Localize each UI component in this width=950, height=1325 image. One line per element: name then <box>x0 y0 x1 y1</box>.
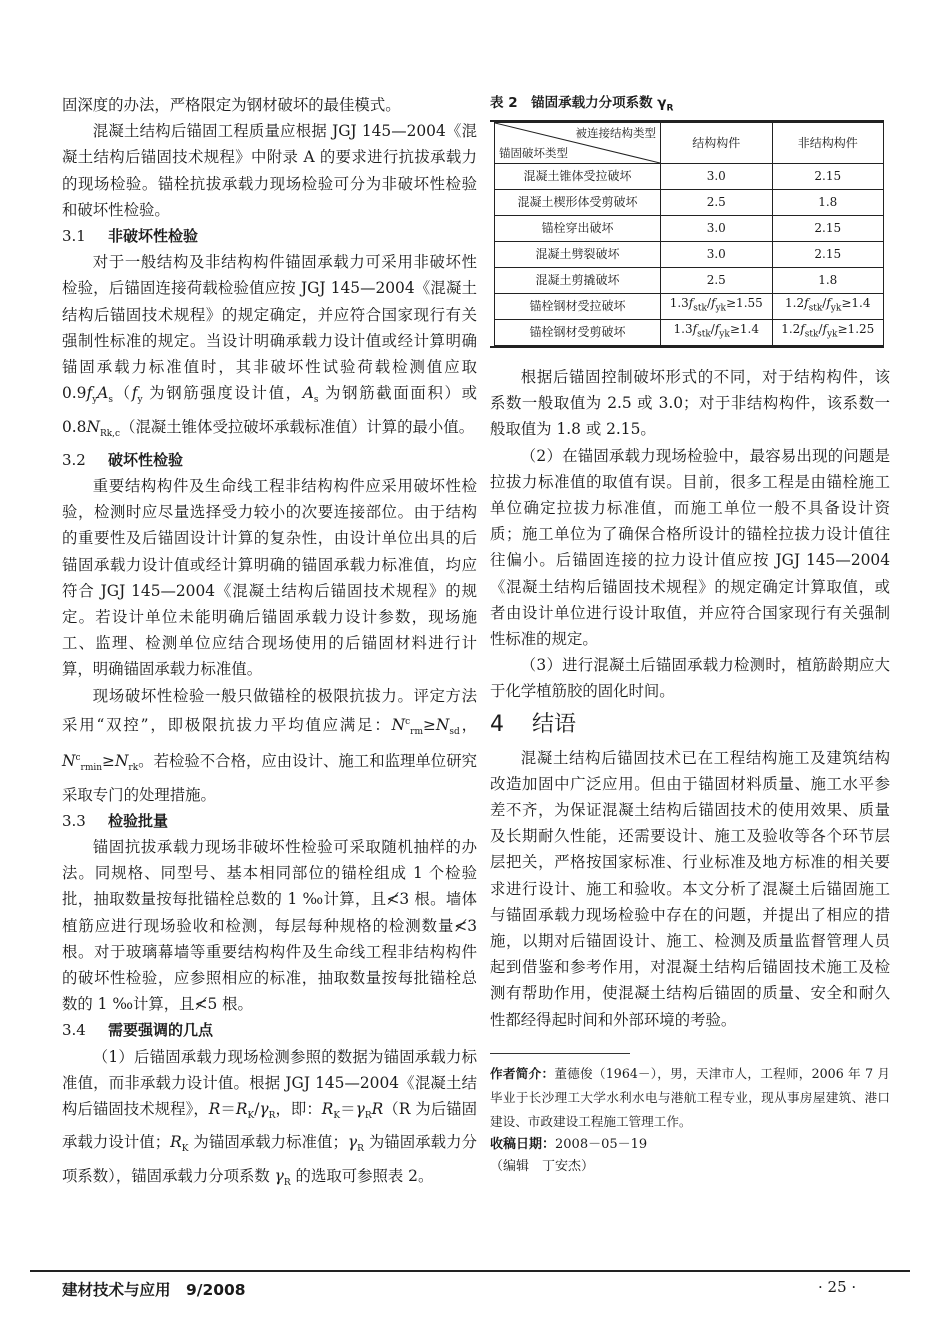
table-wrapper <box>490 120 884 348</box>
table-row: 锚栓穿出破坏 3.0 2.15 <box>495 215 884 241</box>
anchorage-factor-table <box>494 122 884 346</box>
editor-note: （编辑 丁安杰） <box>490 1158 595 1174</box>
journal-footer: 建材技术与应用 9/2008 <box>62 1281 246 1299</box>
paragraph: 根据后锚固控制破坏形式的不同，对于结构构件，该系数一般取值为 2.5 或 3.0；对于非结构构件，该系数一般取值为 1.8 或 2.15。 <box>490 367 890 439</box>
left-column <box>62 92 477 1196</box>
column-header: 非结构构件 <box>772 122 884 163</box>
table-row: 混凝土劈裂破坏 3.0 2.15 <box>495 241 884 267</box>
received-date: 收稿日期：2008－05－19 <box>490 1136 648 1152</box>
section-heading-3-4: 3.4 需要强调的几点 <box>62 1021 214 1040</box>
section-heading-3-1: 3.1 非破坏性检验 <box>62 227 199 246</box>
section-heading-3-3: 3.3 检验批量 <box>62 811 169 830</box>
column-header: 结构构件 <box>661 122 773 163</box>
table-row: 锚栓钢材受拉破坏 $1.3f_{stk}/f_{yk}\ge 1.55$ $1.2f_{stk}/f_{yk}\ge 1.4$ <box>495 293 884 319</box>
right-column <box>490 92 890 1178</box>
paragraph: （2）在锚固承载力现场检验中，最容易出现的问题是拉拔力标准值的取值有误。目前，很多工程是由锚栓施工单位确定拉拔力标准值，而施工单位一般不具备设计资质；施工单位为了确保合格所设计的锚栓拉拔力设计值往往偏小。后锚固连接的拉力设计值应按 JGJ 145—2004《混凝土结构后锚固技术规程》的规定确定计算取值，或者由设计单位进行设计取值，并应符合国家现行有关强制性标准的规定。 <box>490 446 890 648</box>
paragraph: （1）后锚固承载力现场检测参照的数据为锚固承载力标准值，而非承载力设计值。根据 JGJ 145—2004《混凝土结构后锚固技术规程》，$R=R_K/\gamma_R$，即：$R_K=\gamma_RR(R$ 为后锚固承载力设计值；$R_K$ 为锚固承载力标准值；$\gamma_R$ 为锚固承载力分项系数），锚固承载力分项系数 $\gamma_R$ 的选取可参照表 2。 <box>62 1047 477 1188</box>
table-corner-cell: 被连接结构类型 锚固破坏类型 <box>495 122 661 163</box>
paragraph: 锚固抗拔承载力现场非破坏性检验可采取随机抽样的办法。同规格、同型号、基本相同部位的锚栓组成 1 个检验批，抽取数量按每批锚栓总数的 1 ‰计算，且≮3 根。墙体植筋应进行现场验收和检测，每层每种规格的检测数量≮3 根。对于玻璃幕墙等重要结构构件及生命线工程非结构构件的破坏性检验，应参照相应的标准，抽取数量按每批锚栓总数的 1 ‰计算，且≮5 根。 <box>62 838 477 1014</box>
section-heading-3-2: 3.2 破坏性检验 <box>62 450 184 469</box>
table-row: 混凝土锥体受拉破坏 3.0 2.15 <box>495 163 884 189</box>
paragraph: 重要结构构件及生命线工程非结构构件应采用破坏性检验，检测时应尽量选择受力较小的次要连接部位。由于结构的重要性及后锚固设计计算的复杂性，由设计单位出具的后锚固承载力设计值或经计算明确的锚固承载力标准值，均应符合 JGJ 145—2004《混凝土结构后锚固技术规程》的规定。若设计单位未能明确后锚固承载力设计参数，现场施工、监理、检测单位应结合现场使用的后锚固材料进行计算，明确锚固承载力标准值。 <box>62 477 477 679</box>
paragraph: 固深度的办法，严格限定为钢材破坏的最佳模式。 <box>62 96 401 114</box>
paragraph: 对于一般结构及非结构构件锚固承载力可采用非破坏性检验，后锚固连接荷载检验值应按 JGJ 145—2004《混凝土结构后锚固技术规程》的规定确定，并应符合国家现行有关强制性标准的规定。当设计明确承载力设计值或经计算明确锚固承载力标准值时，其非破坏性试验荷载检测值应取 $0.9f_yA_s(f_y$ 为钢筋强度设计值，$A_s$ 为钢筋截面面积）或 $0.8N_{Rk,c}$（混凝土锥体受拉破坏承载标准值）计算的最小值。 <box>62 253 477 439</box>
paragraph: （3）进行混凝土后锚固承载力检测时，植筋龄期应大于化学植筋胶的固化时间。 <box>490 656 890 701</box>
author-bio: 作者简介：董德俊（1964－），男，天津市人，工程师，2006 年 7 月毕业于长沙理工大学水利水电与港航工程专业，现从事房屋建筑、港口建设、市政建设工程施工管理工作。 <box>490 1065 890 1129</box>
table-row: 锚栓钢材受剪破坏 $1.3f_{stk}/f_{yk}\ge 1.4$ $1.2f_{stk}/f_{yk}\ge 1.25$ <box>495 319 884 345</box>
paragraph: 混凝土结构后锚固技术已在工程结构施工及建筑结构改造加固中广泛应用。但由于锚固材料质量、施工水平参差不齐，为保证混凝土结构后锚固技术的使用效果、质量及长期耐久性能，还需要设计、施工及验收等各个环节层层把关，严格按国家标准、行业标准及地方标准的相关要求进行设计、施工和验收。本文分析了混凝土后锚固施工与锚固承载力现场检验中存在的问题，并提出了相应的措施，以期对后锚固设计、施工、检测及质量监督管理人员起到借鉴和参考作用，对混凝土结构后锚固技术施工及检测有帮助作用，使混凝土结构后锚固的质量、安全和耐久性都经得起时间和外部环境的考验。 <box>490 748 890 1029</box>
table-row: 混凝土剪撬破坏 2.5 1.8 <box>495 267 884 293</box>
section-heading-4: 4 结语 <box>490 711 577 737</box>
table-header-row <box>495 122 884 163</box>
footer-rule <box>30 1270 910 1272</box>
paragraph: 混凝土结构后锚固工程质量应根据 JGJ 145—2004《混凝土结构后锚固技术规程》中附录 A 的要求进行抗拔承载力的现场检验。锚栓抗拔承载力现场检验可分为非破坏性检验和破坏性检验。 <box>62 122 477 219</box>
table-row: 混凝土楔形体受剪破坏 2.5 1.8 <box>495 189 884 215</box>
footnote-rule <box>490 1053 630 1054</box>
table-caption: 表 2 锚固承载力分项系数 $\gamma_R$ <box>490 95 674 114</box>
paragraph: 现场破坏性检验一般只做锚栓的极限抗拔力。评定方法采用“双控”，即极限抗拔力平均值应满足：$N^c_{rm}\ge N_{sd}$，$N^c_{rmin}\ge N_{rk}$。若检验不合格，应由设计、施工和监理单位研究采取专门的处理措施。 <box>62 686 477 804</box>
page-number: · 25 · <box>818 1278 857 1296</box>
